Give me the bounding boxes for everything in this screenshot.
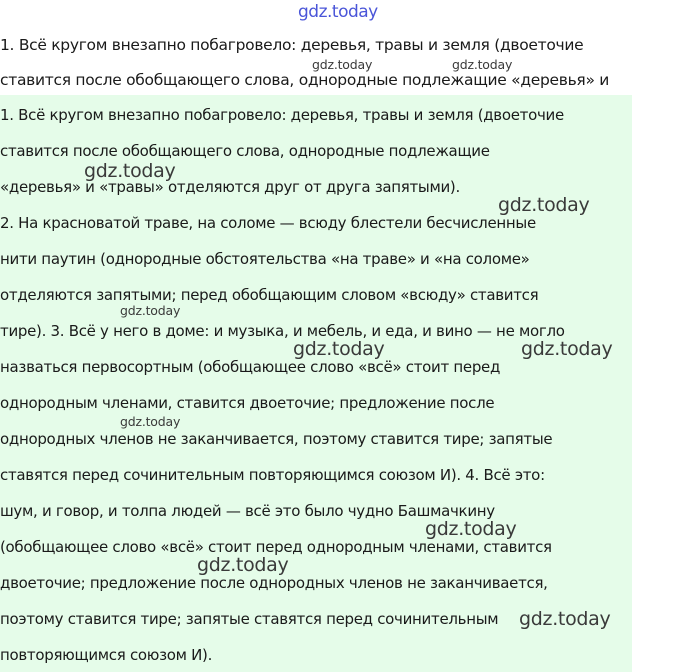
- watermark: gdz.today: [452, 57, 513, 72]
- answer-line: ставятся перед сочинительным повторяющимся союзом И). 4. Всё это:: [0, 466, 545, 484]
- watermark: gdz.today: [425, 518, 517, 540]
- watermark: gdz.today: [293, 338, 385, 360]
- answer-line: двоеточие; предложение после однородных членов не заканчивается,: [0, 574, 548, 592]
- answer-line: поэтому ставится тире; запятые ставятся перед сочинительным: [0, 610, 499, 628]
- answer-line: тире). 3. Всё у него в доме: и музыка, и мебель, и еда, и вино — не могло: [0, 322, 565, 340]
- answer-line: ставится после обобщающего слова, однородные подлежащие: [0, 142, 490, 160]
- watermark: gdz.today: [521, 338, 613, 360]
- answer-line: отделяются запятыми; перед обобщающим словом «всюду» ставится: [0, 286, 539, 304]
- watermark: gdz.today: [120, 303, 181, 318]
- answer-line: шум, и говор, и толпа людей — всё это было чудно Башмачкину: [0, 502, 495, 520]
- answer-line: нити паутин (однородные обстоятельства «на траве» и «на соломе»: [0, 250, 530, 268]
- answer-line: однородных членов не заканчивается, поэтому ставится тире; запятые: [0, 430, 553, 448]
- text-line: 1. Всё кругом внезапно побагровело: деревья, травы и земля (двоеточие: [0, 36, 584, 54]
- watermark: gdz.today: [519, 608, 611, 630]
- watermark: gdz.today: [197, 554, 289, 576]
- answer-line: 2. На красноватой траве, на соломе — всюду блестели бесчисленные: [0, 214, 536, 232]
- text-line: ставится после обобщающего слова, однородные подлежащие «деревья» и: [0, 71, 610, 89]
- answer-line: 1. Всё кругом внезапно побагровело: деревья, травы и земля (двоеточие: [0, 106, 564, 124]
- watermark: gdz.today: [498, 194, 590, 216]
- watermark: gdz.today: [312, 57, 373, 72]
- watermark: gdz.today: [120, 414, 181, 429]
- answer-line: назваться первосортным (обобщающее слово «всё» стоит перед: [0, 358, 501, 376]
- site-logo[interactable]: gdz.today: [298, 2, 378, 22]
- answer-line: повторяющимся союзом И).: [0, 646, 213, 664]
- answer-line: (обобщающее слово «всё» стоит перед однородным членами, ставится: [0, 538, 552, 556]
- watermark: gdz.today: [84, 160, 176, 182]
- answer-line: однородным членами, ставится двоеточие; предложение после: [0, 394, 495, 412]
- answer-line: «деревья» и «травы» отделяются друг от друга запятыми).: [0, 178, 460, 196]
